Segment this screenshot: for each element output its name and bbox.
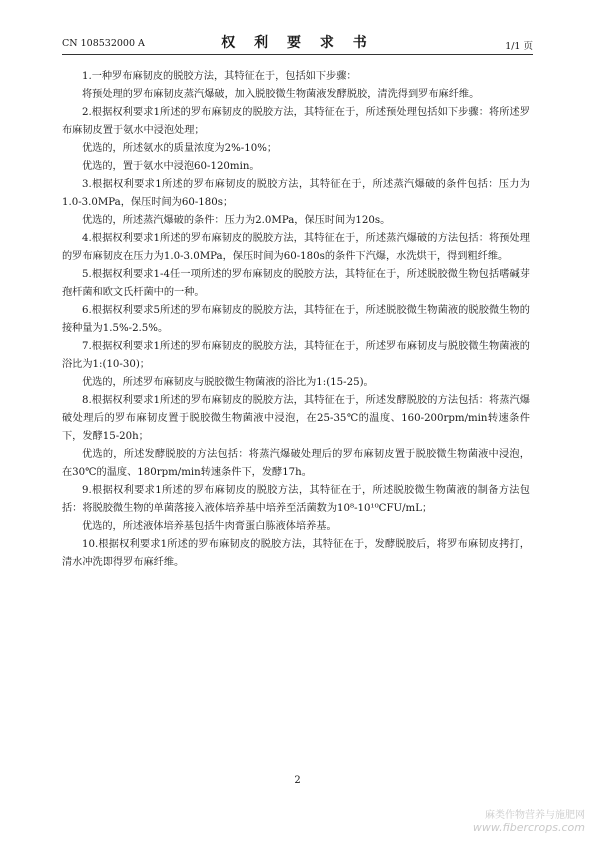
claim-3-preferred: 优选的，所述蒸汽爆破的条件：压力为2.0MPa，保压时间为120s。 (82, 215, 391, 226)
claim-4: 4.根据权利要求1所述的罗布麻韧皮的脱胶方法，其特征在于，所述蒸汽爆破的方法包括：将预处理的罗布麻韧皮在压力为1.0-3.0MPa，保压时间为60-180s的条件下汽爆，水洗烘干，得到粗纤维。 (62, 233, 530, 262)
page-header (62, 32, 533, 55)
claim-6: 6.根据权利要求5所述的罗布麻韧皮的脱胶方法，其特征在于，所述脱胶微生物菌液的脱胶微生物的接种量为1.5%-2.5%。 (62, 305, 530, 334)
claim-10: 10.根据权利要求1所述的罗布麻韧皮的脱胶方法，其特征在于，发酵脱胶后，将罗布麻韧皮拷打，清水冲洗即得罗布麻纤维。 (62, 539, 530, 568)
claim-2: 2.根据权利要求1所述的罗布麻韧皮的脱胶方法，其特征在于，所述预处理包括如下步骤：将所述罗布麻韧皮置于氨水中浸泡处理； (62, 107, 530, 136)
claim-8: 8.根据权利要求1所述的罗布麻韧皮的脱胶方法，其特征在于，所述发酵脱胶的方法包括：将蒸汽爆破处理后的罗布麻韧皮置于脱胶微生物菌液中浸泡，在25-35℃的温度、160-200rpm/min转速条件下，发酵15-20h； (62, 395, 530, 442)
claim-7-preferred: 优选的，所述罗布麻韧皮与脱胶微生物菌液的浴比为1:(15-25)。 (82, 377, 374, 388)
document-number: CN 108532000 A (62, 38, 145, 49)
site-watermark (473, 806, 585, 834)
watermark-url: www.fibercrops.com (472, 821, 585, 834)
claim-9: 9.根据权利要求1所述的罗布麻韧皮的脱胶方法，其特征在于，所述脱胶微生物菌液的制备方法包括：将脱胶微生物的单菌落接入液体培养基中培养至活菌数为10⁸-10¹⁰CFU/mL； (62, 485, 530, 514)
claim-2-preferred-1: 优选的，所述氨水的质量浓度为2%-10%； (82, 143, 278, 154)
page-number: 2 (294, 775, 301, 786)
claim-9-preferred: 优选的，所述液体培养基包括牛肉膏蛋白胨液体培养基。 (82, 521, 337, 532)
claim-8-preferred: 优选的，所述发酵脱胶的方法包括：将蒸汽爆破处理后的罗布麻韧皮置于脱胶微生物菌液中浸泡，在30℃的温度、180rpm/min转速条件下，发酵17h。 (62, 449, 530, 478)
claim-2-preferred-2: 优选的，置于氨水中浸泡60-120min。 (82, 161, 260, 172)
watermark-site-name: 麻类作物营养与施肥网 (485, 810, 585, 821)
claim-5: 5.根据权利要求1-4任一项所述的罗布麻韧皮的脱胶方法，其特征在于，所述脱胶微生物包括嗜碱芽孢杆菌和欧文氏杆菌中的一种。 (62, 269, 530, 298)
claim-1: 1.一种罗布麻韧皮的脱胶方法，其特征在于，包括如下步骤： (82, 71, 357, 82)
claims-body (62, 68, 530, 572)
document-title: 权 利 要 求 书 (221, 35, 374, 51)
claim-3: 3.根据权利要求1所述的罗布麻韧皮的脱胶方法，其特征在于，所述蒸汽爆破的条件包括：压力为1.0-3.0MPa，保压时间为60-180s； (62, 179, 530, 208)
claim-1-detail: 将预处理的罗布麻韧皮蒸汽爆破，加入脱胶微生物菌液发酵脱胶，清洗得到罗布麻纤维。 (82, 89, 480, 100)
claim-7: 7.根据权利要求1所述的罗布麻韧皮的脱胶方法，其特征在于，所述罗布麻韧皮与脱胶微生物菌液的浴比为1:(10-30)； (62, 341, 530, 370)
page-indicator: 1/1 页 (505, 41, 533, 52)
